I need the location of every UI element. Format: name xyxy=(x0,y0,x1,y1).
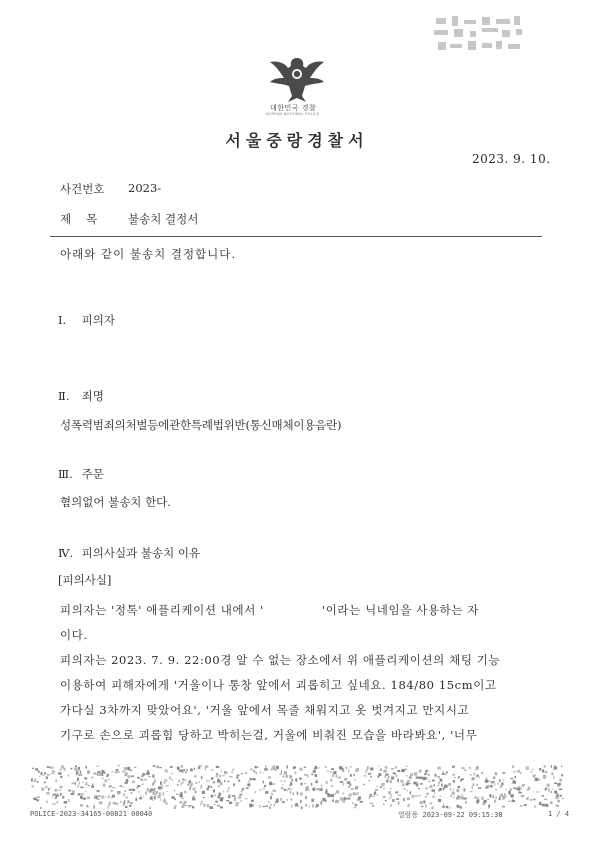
footer-document-id: POLICE-2023-34165-00821 00040 xyxy=(30,810,153,818)
facts-line: 이용하여 피해자에게 '거울이나 통창 앞에서 괴롭히고 싶네요. 184/80 15cm이고 xyxy=(60,678,497,692)
redaction-stamp xyxy=(430,14,526,58)
section-number: Ⅲ. xyxy=(58,467,73,481)
footer-print-info: 열람용 2023-09-22 09:15:30 xyxy=(398,811,503,819)
divider xyxy=(50,236,542,237)
facts-line: 피의자는 2023. 7. 9. 22:00경 알 수 없는 장소에서 위 애플리케이션의 채팅 기능 xyxy=(60,653,501,667)
document-title-value: 불송치 결정서 xyxy=(128,212,199,226)
section-heading: 피의사실과 불송치 이유 xyxy=(81,546,201,560)
facts-line: 이다. xyxy=(60,628,88,642)
document-date: 2023. 9. 10. xyxy=(472,152,551,166)
security-pattern xyxy=(30,765,564,809)
section-number: Ⅱ. xyxy=(58,389,70,403)
section-number: Ⅰ. xyxy=(58,313,67,327)
facts-text: 피의자는 '정톡' 애플리케이션 내에서 ' xyxy=(60,603,264,617)
order-text: 혐의없어 불송치 한다. xyxy=(60,495,171,509)
section-facts-heading xyxy=(58,545,200,561)
charge-text: 성폭력범죄의처벌등에관한특례법위반(통신매체이용음란) xyxy=(60,418,342,432)
section-number: Ⅳ. xyxy=(58,546,74,560)
police-station-title: 서울중랑경찰서 xyxy=(225,131,369,150)
facts-text: '이라는 닉네임을 사용하는 자 xyxy=(321,603,479,617)
section-order-heading xyxy=(58,466,104,482)
section-charge-heading xyxy=(58,388,104,404)
case-number-label: 사건번호 xyxy=(60,182,105,196)
facts-line: 기구로 손으로 괴롭힘 당하고 박히는걸, 거울에 비춰진 모습을 바라봐요', '너무 xyxy=(60,728,478,742)
section-suspect-heading xyxy=(58,312,115,328)
section-heading: 피의자 xyxy=(81,313,115,327)
facts-line xyxy=(60,598,479,623)
org-subtitle: KOREAN NATIONAL POLICE xyxy=(266,112,320,116)
facts-subheading: [피의사실] xyxy=(58,573,112,587)
section-heading: 주문 xyxy=(81,467,104,481)
facts-line: 가다실 3차까지 맞았어요', '거울 앞에서 목줄 채워지고 옷 벗겨지고 만지시고 xyxy=(60,703,470,717)
document-title-label: 제목 xyxy=(60,212,113,226)
section-heading: 죄명 xyxy=(81,389,104,403)
footer-page-number: 1 / 4 xyxy=(548,810,570,818)
org-name: 대한민국 경찰 xyxy=(270,104,317,112)
case-number-value: 2023- xyxy=(128,181,162,195)
intro-text: 아래와 같이 불송치 결정합니다. xyxy=(60,247,237,261)
